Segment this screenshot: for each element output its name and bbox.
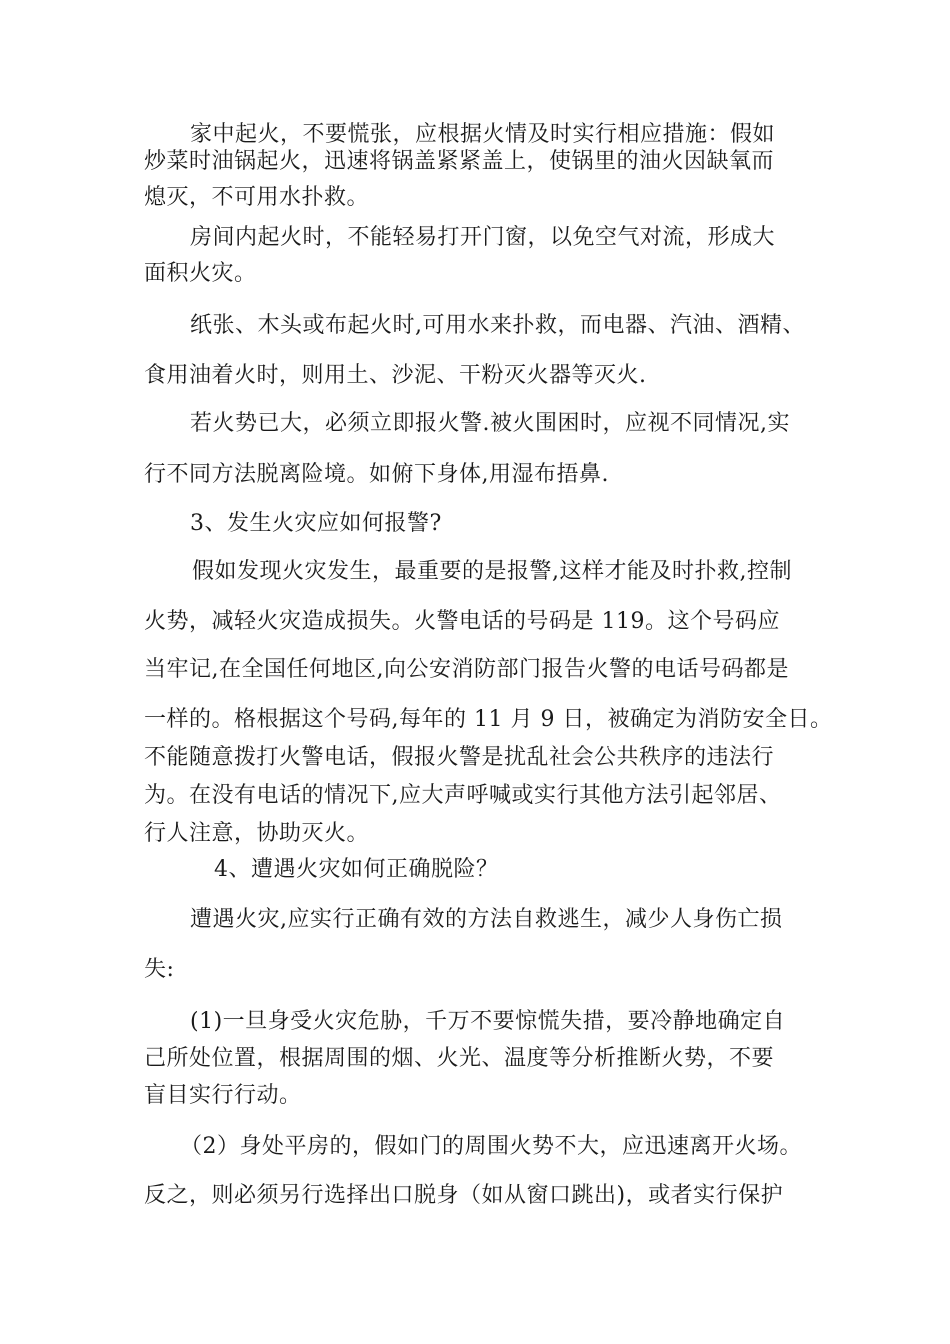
text-line: 遭遇火灾,应实行正确有效的方法自救逃生，减少人身伤亡损 xyxy=(190,907,783,932)
text-line: 己所处位置，根据周围的烟、火光、温度等分析推断火势，不要 xyxy=(144,1046,775,1071)
text-line: (1)一旦身受火灾危胁，千万不要惊慌失措，要冷静地确定自 xyxy=(190,1009,786,1034)
text-line: 家中起火，不要慌张，应根据火情及时实行相应措施：假如 xyxy=(190,122,776,147)
text-line: 一样的。格根据这个号码,每年的 11 月 9 日，被确定为消防安全日。 xyxy=(144,707,833,732)
text-line: 纸张、木头或布起火时,可用水来扑救，而电器、汽油、酒精、 xyxy=(190,313,805,338)
text-line: 行不同方法脱离险境。如俯下身体,用湿布捂鼻. xyxy=(144,462,609,487)
text-line: 盲目实行行动。 xyxy=(144,1083,302,1108)
text-line: 食用油着火时，则用土、沙泥、干粉灭火器等灭火. xyxy=(144,363,647,388)
text-line: 炒菜时油锅起火，迅速将锅盖紧紧盖上，使锅里的油火因缺氧而 xyxy=(144,149,775,174)
text-line: 若火势已大，必须立即报火警.被火围困时，应视不同情况,实 xyxy=(190,411,790,436)
text-line: 为。在没有电话的情况下,应大声呼喊或实行其他方法引起邻居、 xyxy=(144,783,782,808)
text-line: 火势，减轻火灾造成损失。火警电话的号码是 119。这个号码应 xyxy=(144,609,780,634)
text-line: 熄灭，不可用水扑救。 xyxy=(144,185,370,210)
section-heading: 4、遭遇火灾如何正确脱险？ xyxy=(214,857,499,882)
text-line: 失: xyxy=(144,957,175,982)
section-heading: 3、发生火灾应如何报警? xyxy=(190,511,442,536)
text-line: 不能随意拨打火警电话，假报火警是扰乱社会公共秩序的违法行 xyxy=(144,745,775,770)
text-line: 房间内起火时，不能轻易打开门窗，以免空气对流，形成大 xyxy=(190,225,776,250)
text-line: 反之，则必须另行选择出口脱身（如从窗口跳出)，或者实行保护 xyxy=(144,1183,784,1208)
text-line: 面积火灾。 xyxy=(144,261,257,286)
text-line: 行人注意，协助灭火。 xyxy=(144,821,370,846)
text-line: 当牢记,在全国任何地区,向公安消防部门报告火警的电话号码都是 xyxy=(144,657,789,682)
text-line: （2）身处平房的，假如门的周围火势不大，应迅速离开火场。 xyxy=(180,1134,802,1159)
text-line: 假如发现火灾发生，最重要的是报警,这样才能及时扑救,控制 xyxy=(192,559,792,584)
